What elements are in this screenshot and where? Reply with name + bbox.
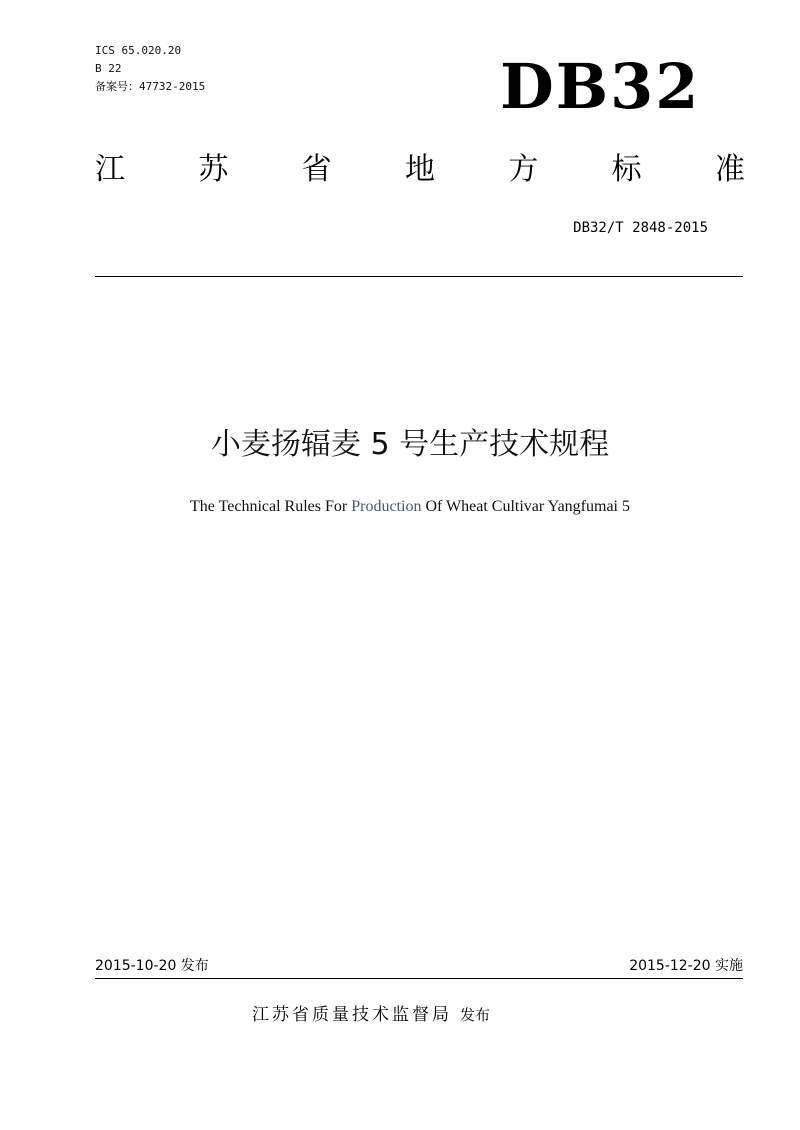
title-english-accent: Production [351,498,422,515]
record-number: 备案号：47732-2015 [95,80,206,93]
issuer-organization: 江苏省质量技术监督局 [252,1005,452,1025]
title-chinese: 小麦扬辐麦 5 号生产技术规程 [210,427,610,462]
ics-code: ICS 65.020.20 [95,44,182,57]
top-divider [95,276,743,277]
standard-number: DB32/T 2848-2015 [573,220,708,236]
title-english-part: Of Wheat Cultivar Yangfumai 5 [421,498,630,515]
title-english [0,496,800,518]
standard-type-char: 地 [404,152,435,187]
implementation-date: 2015-12-20 实施 [629,958,743,974]
bottom-divider [95,978,743,979]
issuer-action: 发布 [460,1006,491,1024]
standard-type-char: 省 [301,152,332,187]
issuer [252,1002,490,1028]
standard-type-char: 方 [508,152,539,187]
db32-logo: DB32 [500,50,701,123]
ccs-code: B 22 [95,62,122,75]
title-english-part: The Technical Rules For [190,498,352,515]
document-metadata [95,42,205,96]
standard-type-heading [95,148,745,192]
standard-type-char: 江 [95,152,125,187]
standard-type-char: 准 [714,152,745,187]
standard-type-char: 苏 [198,152,229,187]
standard-type-char: 标 [611,152,642,187]
publish-date: 2015-10-20 发布 [95,958,209,974]
